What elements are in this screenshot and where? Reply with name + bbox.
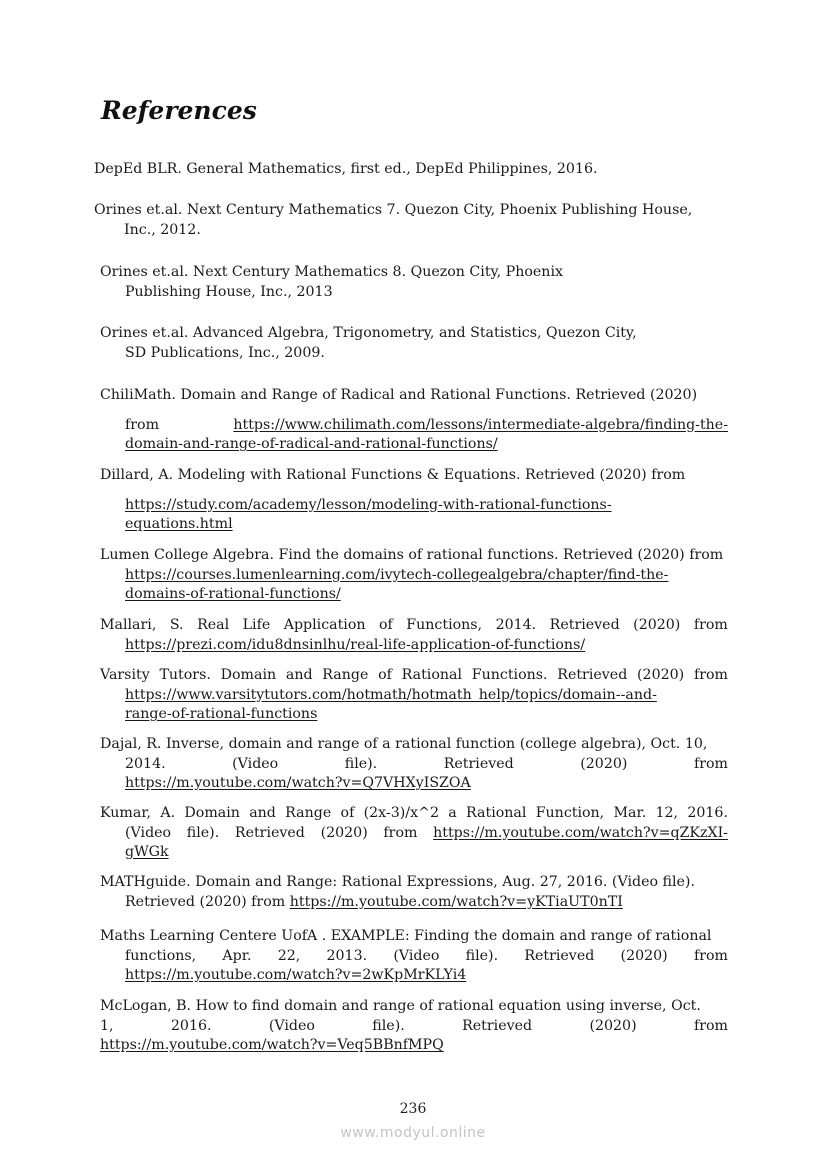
reference-word: from [125, 416, 160, 433]
reference-link[interactable]: https://www.varsitytutors.com/hotmath/hotmath_help/topics/domain--and- [125, 686, 657, 703]
reference-link[interactable]: gWGk [125, 844, 169, 860]
reference-line [100, 705, 728, 725]
reference-word: from [693, 667, 728, 683]
reference-line [100, 966, 728, 986]
reference-item [94, 201, 728, 240]
reference-item [100, 386, 728, 455]
reference-line: McLogan, B. How to find domain and range of rational equation using inverse, Oct. [100, 998, 701, 1014]
reference-word: Function, [535, 805, 605, 821]
reference-word: file). [186, 824, 220, 841]
page-number: 236 [399, 1101, 427, 1117]
reference-line [100, 416, 728, 436]
reference-word: (Video [125, 824, 172, 841]
reference-item [100, 546, 728, 605]
reference-word: (Video [393, 947, 440, 964]
reference-item [100, 324, 728, 363]
reference-line [100, 824, 728, 844]
reference-line [100, 666, 728, 686]
reference-word: Functions, [406, 617, 483, 633]
reference-word: Retrieved [462, 1017, 533, 1034]
reference-word: Retrieved [557, 667, 628, 683]
reference-line [100, 636, 728, 656]
reference-word: Functions. [471, 667, 548, 683]
reference-text [94, 201, 728, 221]
reference-word: Domain [220, 667, 277, 683]
reference-word: Life [242, 617, 271, 633]
reference-word: A. [160, 805, 176, 821]
reference-line: MATHguide. Domain and Range: Rational Expressions, Aug. 27, 2016. (Video file). [100, 874, 695, 890]
reference-link[interactable]: https://study.com/academy/lesson/modeling-with-rational-functions- [125, 496, 612, 513]
reference-line [100, 585, 728, 605]
reference-link[interactable]: equations.html [125, 516, 233, 532]
reference-item [100, 804, 728, 863]
reference-word: Mar. [613, 805, 647, 821]
reference-word: S. [169, 617, 184, 633]
reference-item [100, 735, 728, 794]
reference-line: Maths Learning Centere UofA . EXAMPLE: Finding the domain and range of rational [100, 928, 712, 944]
reference-line [100, 947, 728, 967]
reference-link[interactable]: https://m.youtube.com/watch?v=yKTiaUT0nTI [289, 893, 623, 910]
reference-word: a [448, 805, 457, 821]
reference-item [100, 666, 728, 725]
reference-line: SD Publications, Inc., 2009. [125, 344, 325, 361]
reference-item [100, 616, 728, 655]
reference-word: (2020) [320, 824, 368, 841]
reference-link[interactable]: https://www.chilimath.com/lessons/intermediate-algebra/finding-the- [233, 416, 728, 433]
reference-word: (Video [232, 755, 279, 772]
reference-line: Orines et.al. Advanced Algebra, Trigonometry, and Statistics, Quezon City, [100, 325, 637, 341]
reference-line: Orines et.al. Next Century Mathematics 7. Quezon City, Phoenix Publishing House, [94, 202, 693, 218]
reference-word: Retrieved [524, 947, 595, 964]
reference-line: Dajal, R. Inverse, domain and range of a rational function (college algebra), Oct. 10, [100, 736, 708, 752]
reference-text: Retrieved (2020) from [125, 893, 290, 910]
reference-line: Dillard, A. Modeling with Rational Functions & Equations. Retrieved (2020) from [100, 467, 686, 483]
reference-word: Range [322, 667, 369, 683]
reference-word: 2014. [495, 617, 537, 633]
reference-word: 2013. [326, 947, 368, 964]
reference-word: of [379, 617, 393, 633]
reference-line [100, 893, 728, 913]
reference-word: Tutors. [159, 667, 211, 683]
reference-link[interactable]: https://courses.lumenlearning.com/ivytech-collegealgebra/chapter/find-the- [125, 566, 669, 583]
reference-item [100, 873, 728, 912]
reference-line: ChiliMath. Domain and Range of Radical and Rational Functions. Retrieved (2020) [100, 387, 698, 403]
reference-line: Inc., 2012. [124, 221, 201, 238]
reference-word: Retrieved [234, 824, 305, 841]
reference-word: 22, [277, 947, 301, 964]
reference-line: Orines et.al. Next Century Mathematics 8. Quezon City, Phoenix [100, 264, 563, 280]
reference-link[interactable]: https://m.youtube.com/watch?v=qZKzXI- [433, 824, 728, 841]
reference-line: Lumen College Algebra. Find the domains of rational functions. Retrieved (2020) from [100, 547, 724, 563]
reference-line [100, 435, 728, 455]
reference-word: 2014. [125, 755, 166, 772]
reference-word: of [378, 667, 392, 683]
reference-line [100, 686, 728, 706]
reference-word: Rational [466, 805, 527, 821]
reference-word: Kumar, [100, 805, 152, 821]
reference-link[interactable]: https://prezi.com/idu8dnsinlhu/real-life-application-of-functions/ [125, 636, 586, 653]
reference-link[interactable]: domain-and-range-of-radical-and-rational-functions/ [125, 436, 498, 452]
reference-word: (2020) [637, 667, 685, 683]
reference-word: and [285, 667, 313, 683]
reference-word: 2016. [170, 1017, 212, 1034]
reference-item [94, 160, 726, 180]
reference-word: Domain [184, 805, 240, 821]
reference-word: Varsity [100, 667, 150, 683]
reference-word: Retrieved [549, 617, 620, 633]
reference-word: file). [465, 947, 499, 964]
reference-line [100, 1036, 728, 1056]
reference-word: from [693, 617, 728, 633]
reference-line [100, 804, 728, 824]
reference-line [100, 755, 728, 775]
reference-word: 2016. [687, 805, 728, 821]
reference-item [100, 997, 728, 1056]
reference-item [100, 263, 728, 302]
reference-word: functions, [125, 947, 197, 964]
reference-word: Real [197, 617, 230, 633]
reference-word: 1, [100, 1017, 114, 1034]
reference-line [100, 566, 728, 586]
reference-item [100, 927, 728, 986]
watermark: www.modyul.online [340, 1125, 486, 1141]
reference-word: from [693, 1017, 728, 1034]
reference-word: from [693, 755, 728, 772]
reference-line [100, 496, 728, 516]
reference-link[interactable]: https://m.youtube.com/watch?v=Veq5BBnfMPQ [100, 1037, 444, 1053]
reference-link[interactable]: https://m.youtube.com/watch?v=2wKpMrKLYi4 [125, 967, 467, 983]
reference-line [100, 843, 728, 863]
reference-line [100, 515, 728, 535]
reference-word: (2020) [589, 1017, 637, 1034]
reference-link[interactable]: range-of-rational-functions [125, 706, 318, 722]
reference-word: file). [344, 755, 378, 772]
reference-word: from [693, 947, 728, 964]
reference-word: from [383, 824, 418, 841]
reference-word: (2020) [633, 617, 681, 633]
reference-line [100, 774, 728, 794]
reference-text: DepEd BLR. General Mathematics, first ed., DepEd Philippines, 2016. [94, 161, 598, 177]
reference-word: file). [372, 1017, 405, 1034]
reference-line: Publishing House, Inc., 2013 [125, 283, 333, 300]
reference-word: (2x-3)/x^2 [363, 805, 439, 821]
reference-word: (2020) [620, 947, 668, 964]
reference-word: Application [283, 617, 366, 633]
reference-word: Apr. [222, 947, 252, 964]
reference-word: of [340, 805, 355, 821]
reference-word: Mallari, [100, 617, 157, 633]
reference-word: 12, [655, 805, 679, 821]
reference-word: (2020) [580, 755, 628, 772]
page-title: References [101, 96, 257, 125]
reference-word: Rational [401, 667, 463, 683]
reference-link[interactable]: https://m.youtube.com/watch?v=Q7VHXyISZOA [125, 775, 471, 791]
reference-item [100, 466, 728, 535]
reference-word: Retrieved [443, 755, 514, 772]
reference-line [100, 1017, 728, 1037]
reference-line [100, 616, 728, 636]
reference-word: (Video [268, 1017, 315, 1034]
reference-word: Range [285, 805, 332, 821]
reference-link[interactable]: domains-of-rational-functions/ [125, 586, 341, 602]
reference-word: and [249, 805, 276, 821]
